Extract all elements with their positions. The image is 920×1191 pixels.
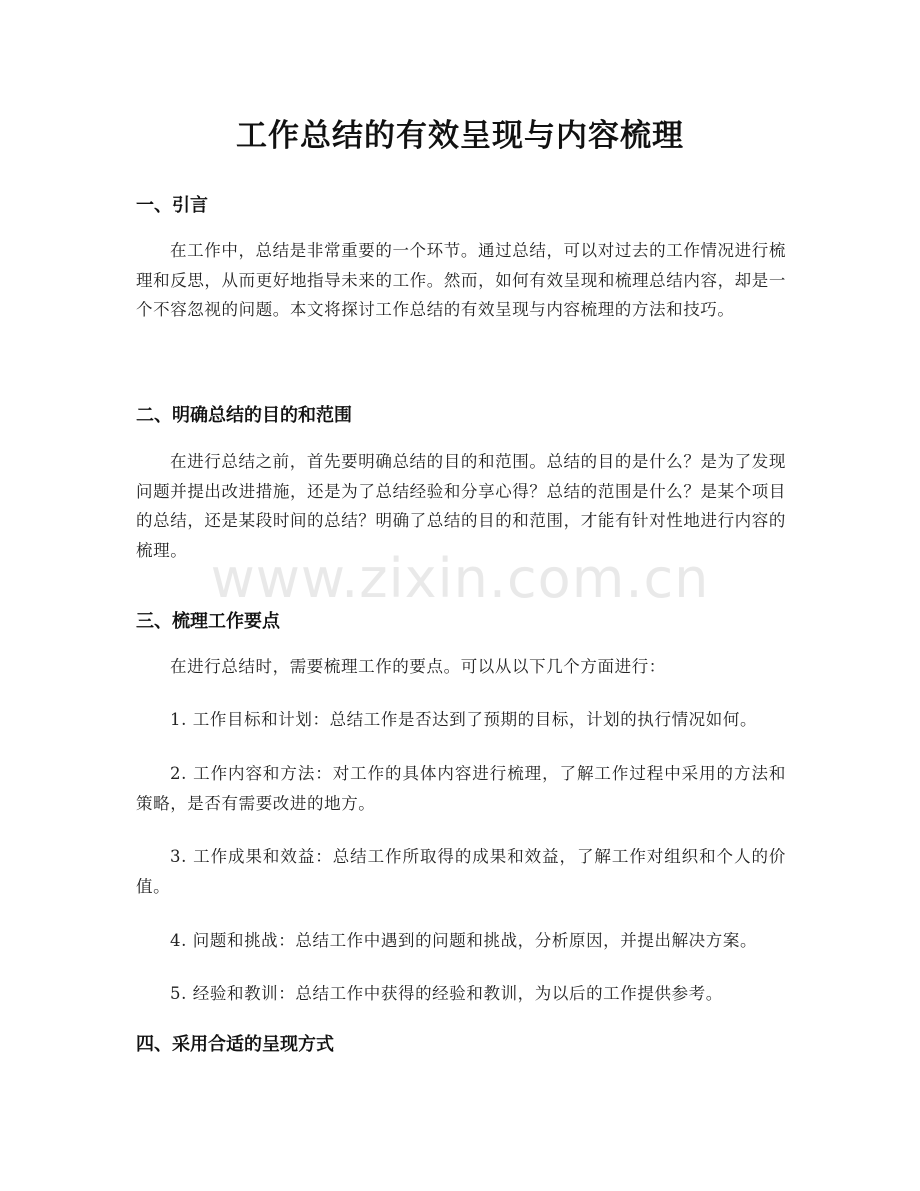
section-heading-purpose: 二、明确总结的目的和范围 [136,405,352,426]
section-heading-intro: 一、引言 [136,195,208,216]
watermark: www.zixin.com.cn [210,547,710,610]
list-item: 4. 问题和挑战：总结工作中遇到的问题和挑战，分析原因，并提出解决方案。 [170,931,758,950]
intro-paragraph: 在工作中，总结是非常重要的一个环节。通过总结，可以对过去的工作情况进行梳理和反思，从而更好地指导未来的工作。然而，如何有效呈现和梳理总结内容，却是一个不容忽视的问题。本文将探讨工作总结的有效呈现与内容梳理的方法和技巧。 [136,241,786,319]
key-points-intro: 在进行总结时，需要梳理工作的要点。可以从以下几个方面进行： [170,657,666,676]
document-title: 工作总结的有效呈现与内容梳理 [236,118,684,154]
list-item: 5. 经验和教训：总结工作中获得的经验和教训，为以后的工作提供参考。 [170,984,723,1003]
section-heading-presentation: 四、采用合适的呈现方式 [136,1034,334,1055]
list-item: 3. 工作成果和效益：总结工作所取得的成果和效益，了解工作对组织和个人的价值。 [136,847,786,896]
list-item: 1. 工作目标和计划：总结工作是否达到了预期的目标，计划的执行情况如何。 [170,710,758,729]
list-item: 2. 工作内容和方法：对工作的具体内容进行梳理，了解工作过程中采用的方法和策略，是否有需要改进的地方。 [136,764,786,813]
section-heading-key-points: 三、梳理工作要点 [136,611,280,632]
purpose-paragraph: 在进行总结之前，首先要明确总结的目的和范围。总结的目的是什么？是为了发现问题并提出改进措施，还是为了总结经验和分享心得？总结的范围是什么？是某个项目的总结，还是某段时间的总结？明确了总结的目的和范围，才能有针对性地进行内容的梳理。 [136,452,786,560]
